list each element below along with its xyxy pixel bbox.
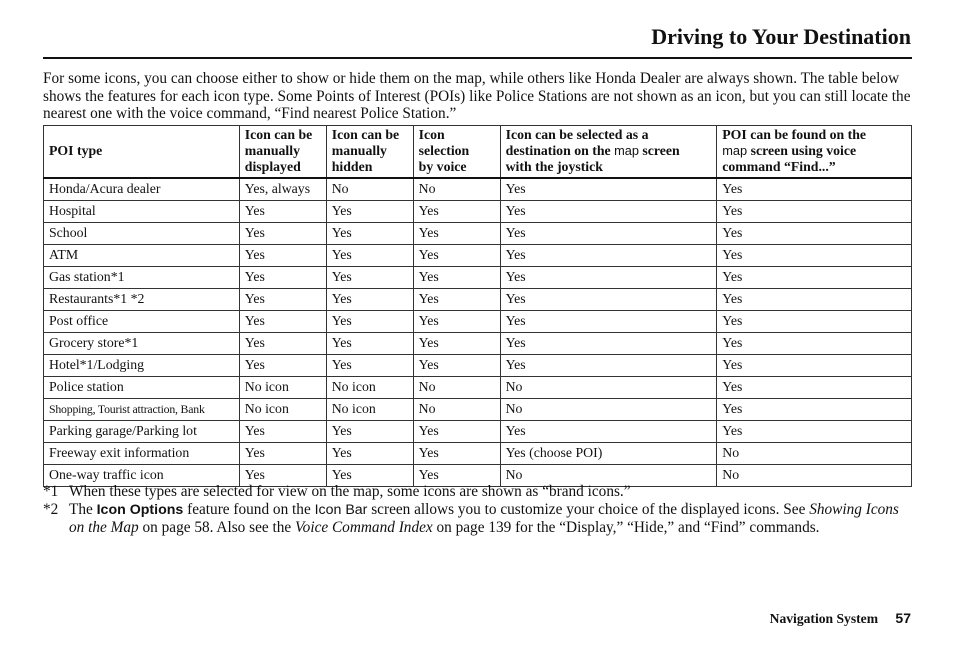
header-line: destination on the	[505, 143, 615, 158]
icon-bar-label: Icon Bar	[314, 501, 368, 518]
table-cell: Yes	[717, 399, 912, 421]
poi-type-cell: Shopping, Tourist attraction, Bank	[44, 399, 240, 421]
table-cell: Yes	[326, 333, 413, 355]
table-row	[44, 333, 912, 355]
table-row	[44, 443, 912, 465]
page-footer	[770, 610, 911, 627]
table-cell: Yes	[500, 201, 717, 223]
table-cell: Yes	[717, 223, 912, 245]
poi-type-cell: Parking garage/Parking lot	[44, 421, 240, 443]
table-cell: Yes	[413, 333, 500, 355]
poi-type-cell: Honda/Acura dealer	[44, 178, 240, 201]
header-line: Icon can be	[244, 127, 313, 142]
poi-type-cell: Hospital	[44, 201, 240, 223]
poi-type-cell: Police station	[44, 377, 240, 399]
table-cell: Yes	[239, 421, 326, 443]
table-cell: Yes	[413, 201, 500, 223]
table-cell: Yes	[239, 267, 326, 289]
table-cell: Yes	[239, 245, 326, 267]
table-cell: Yes	[413, 311, 500, 333]
poi-type-cell: One-way traffic icon	[44, 465, 240, 487]
table-cell: Yes	[717, 311, 912, 333]
cross-reference: Showing Icons on the Map	[69, 500, 899, 536]
table-cell: Yes	[717, 289, 912, 311]
table-row	[44, 245, 912, 267]
poi-feature-table	[43, 125, 912, 487]
table-cell: Yes	[500, 311, 717, 333]
footnote-mark: *2	[43, 500, 59, 518]
table-row	[44, 311, 912, 333]
map-screen-label: map	[722, 143, 748, 158]
header-line: Icon can be selected as a	[505, 127, 649, 142]
table-cell: Yes	[239, 443, 326, 465]
table-cell: Yes	[239, 355, 326, 377]
table-cell: Yes	[239, 333, 326, 355]
table-cell: Yes	[500, 333, 717, 355]
table-cell: Yes	[500, 267, 717, 289]
footnote-mark: *1	[43, 483, 59, 500]
table-row	[44, 399, 912, 421]
table-cell: No	[500, 399, 717, 421]
header-line: Icon can be	[331, 127, 400, 142]
table-row	[44, 289, 912, 311]
table-cell: Yes	[717, 201, 912, 223]
table-cell: Yes	[239, 289, 326, 311]
table-cell: Yes	[326, 355, 413, 377]
footnote-1	[43, 483, 912, 501]
header-line: Icon	[418, 127, 445, 142]
footnote-text: screen allows you to customize your choice of the displayed icons. See	[367, 500, 810, 518]
header-line: displayed	[244, 159, 301, 174]
table-row	[44, 355, 912, 377]
table-cell: No	[413, 399, 500, 421]
table-cell: Yes	[239, 311, 326, 333]
table-cell: Yes	[500, 223, 717, 245]
table-cell: Yes	[326, 421, 413, 443]
page-title: Driving to Your Destination	[651, 24, 911, 49]
footnote-text: feature found on the	[183, 500, 315, 518]
table-cell: Yes	[413, 267, 500, 289]
table-cell: Yes	[239, 223, 326, 245]
table-cell: Yes, always	[239, 178, 326, 201]
table-cell: Yes	[413, 289, 500, 311]
header-line: selection	[418, 143, 470, 158]
header-line: screen using voice	[747, 143, 857, 158]
table-cell: Yes	[413, 421, 500, 443]
table-cell: Yes	[500, 421, 717, 443]
table-cell: No	[717, 465, 912, 487]
table-cell: Yes	[717, 355, 912, 377]
table-row	[44, 223, 912, 245]
table-cell: Yes	[717, 421, 912, 443]
header-line: POI can be found on the	[722, 127, 866, 142]
header-line: manually	[331, 143, 387, 158]
table-cell: No icon	[239, 377, 326, 399]
icon-options-label: Icon Options	[96, 501, 184, 518]
table-cell: Yes	[326, 245, 413, 267]
table-row	[44, 178, 912, 201]
poi-type-cell: Freeway exit information	[44, 443, 240, 465]
table-cell: No	[500, 377, 717, 399]
header-displayed	[239, 126, 326, 179]
table-cell: Yes	[413, 223, 500, 245]
page-number: 57	[895, 610, 911, 626]
table-cell: No	[500, 465, 717, 487]
table-cell: Yes	[326, 311, 413, 333]
table-cell: Yes	[717, 377, 912, 399]
poi-type-cell: Gas station*1	[44, 267, 240, 289]
footer-section: Navigation System	[769, 611, 879, 626]
table-cell: No icon	[239, 399, 326, 421]
header-line: hidden	[331, 159, 373, 174]
header-line: screen	[638, 143, 680, 158]
table-cell: No icon	[326, 377, 413, 399]
table-cell: Yes	[500, 355, 717, 377]
intro-paragraph: For some icons, you can choose either to show or hide them on the map, while others like Honda Dealer are always shown. The table below shows the features for each icon type. Some Points of Interest (POIs) like Police Stations are not shown as an icon, but you can still locate the nearest one with the voice command, “Find nearest Police Station.”	[43, 70, 911, 122]
table-cell: Yes (choose POI)	[500, 443, 717, 465]
table-cell: No	[413, 178, 500, 201]
footnote-text: on page 58. Also see the	[138, 519, 296, 536]
poi-type-cell: ATM	[44, 245, 240, 267]
poi-type-cell: Grocery store*1	[44, 333, 240, 355]
table-row	[44, 201, 912, 223]
header-voice	[413, 126, 500, 179]
table-cell: Yes	[326, 465, 413, 487]
table-cell: No	[717, 443, 912, 465]
poi-type-cell: Post office	[44, 311, 240, 333]
table-cell: No	[413, 377, 500, 399]
footnote-2	[43, 501, 912, 537]
table-cell: No icon	[326, 399, 413, 421]
table-header-row	[44, 126, 912, 179]
footnote-text: When these types are selected for view on the map, some icons are shown as “brand icons.”	[69, 483, 631, 500]
cross-reference: Voice Command Index	[295, 519, 433, 536]
map-screen-label: map	[614, 143, 639, 158]
table-body	[44, 178, 912, 487]
table-cell: Yes	[717, 245, 912, 267]
header-line: with the joystick	[505, 159, 603, 174]
poi-type-cell: Hotel*1/Lodging	[44, 355, 240, 377]
title-rule	[43, 57, 912, 59]
poi-type-cell: School	[44, 223, 240, 245]
table-cell: Yes	[326, 223, 413, 245]
header-poi-type: POI type	[44, 126, 240, 179]
table-cell: Yes	[500, 178, 717, 201]
table-cell: Yes	[239, 201, 326, 223]
table-cell: Yes	[413, 245, 500, 267]
poi-type-cell: Restaurants*1 *2	[44, 289, 240, 311]
table-cell: Yes	[326, 289, 413, 311]
table-cell: Yes	[326, 201, 413, 223]
header-hidden	[326, 126, 413, 179]
header-find	[717, 126, 912, 179]
table-cell: Yes	[326, 443, 413, 465]
header-line: manually	[244, 143, 300, 158]
table-row	[44, 377, 912, 399]
table-cell: Yes	[326, 267, 413, 289]
table-cell: Yes	[413, 355, 500, 377]
header-line: command “Find...”	[722, 159, 836, 174]
table-cell: Yes	[717, 178, 912, 201]
table-row	[44, 421, 912, 443]
table-cell: Yes	[717, 333, 912, 355]
table-cell: Yes	[413, 465, 500, 487]
header-joystick	[500, 126, 717, 179]
table-row	[44, 267, 912, 289]
footnote-text: The	[69, 500, 97, 518]
table-cell: Yes	[413, 443, 500, 465]
table-cell: Yes	[500, 245, 717, 267]
header-line: by voice	[418, 159, 467, 174]
table-cell: Yes	[239, 465, 326, 487]
footnotes	[43, 483, 912, 537]
table-cell: Yes	[500, 289, 717, 311]
footnote-text: on page 139 for the “Display,” “Hide,” and “Find” commands.	[432, 519, 820, 536]
table-cell: Yes	[717, 267, 912, 289]
table-cell: No	[326, 178, 413, 201]
